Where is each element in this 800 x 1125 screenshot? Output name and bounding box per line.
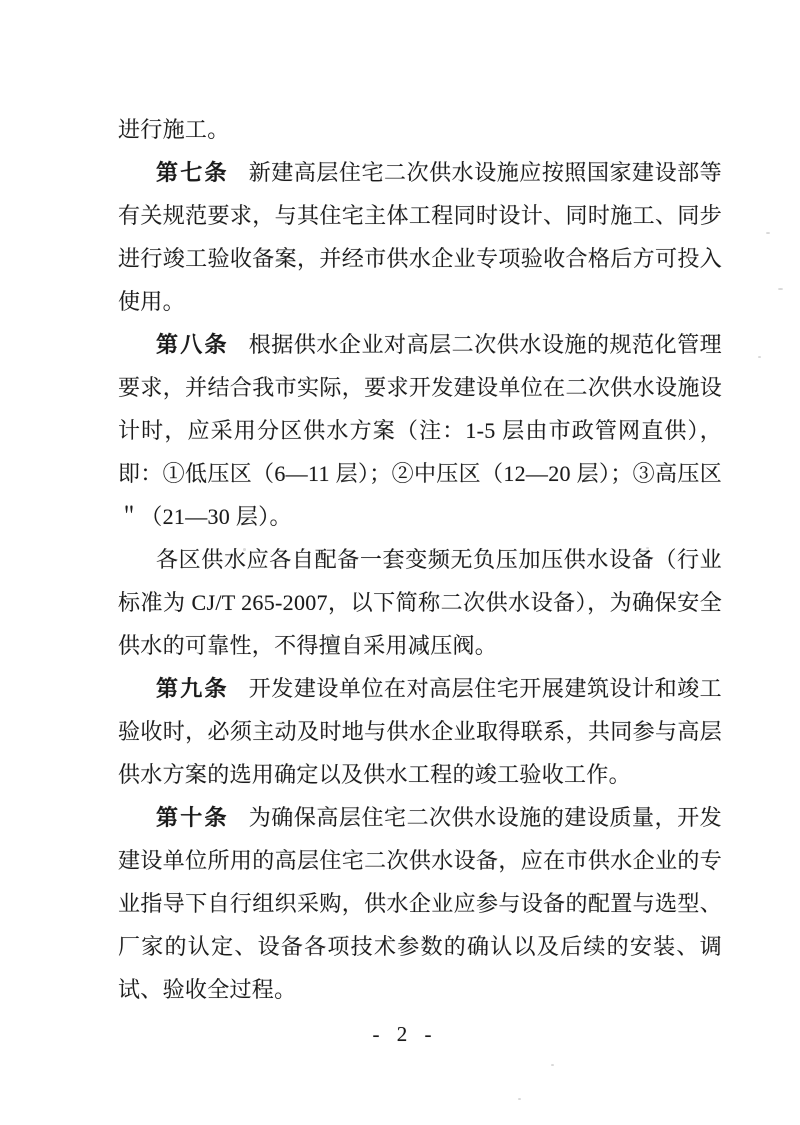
paragraph-article-10 <box>118 796 722 1011</box>
paragraph-article-7 <box>118 151 722 323</box>
paragraph-continuation <box>118 108 722 151</box>
scan-speck <box>646 547 649 549</box>
paragraph-text: 为确保高层住宅二次供水设施的建设质量，开发建设单位所用的高层住宅二次供水设备，应在市供水企业的专业指导下自行组织采购，供水企业应参与设备的配置与选型、厂家的认定、设备各项技术参数的确认以及后续的安装、调试、验收全过程。 <box>118 805 722 1002</box>
scan-speck <box>243 548 246 551</box>
scan-speck <box>518 1098 521 1100</box>
paragraph-article-8 <box>118 323 722 538</box>
paragraph-body <box>118 538 722 667</box>
paragraph-text: 新建高层住宅二次供水设施应按照国家建设部等有关规范要求，与其住宅主体工程同时设计、同时施工、同步进行竣工验收备案，并经市供水企业专项验收合格后方可投入使用。 <box>118 160 722 314</box>
paragraph-text: 根据供水企业对高层二次供水设施的规范化管理要求，并结合我市实际，要求开发建设单位在二次供水设施设计时，应采用分区供水方案（注：1-5 层由市政管网直供），即：①低压区（6—11 层）；②中压区（12—20 层）；③高压区＂（21—30 层）。 <box>118 332 722 529</box>
paragraph-text: 各区供水应各自配备一套变频无负压加压供水设备（行业标准为 CJ/T 265-2007，以下简称二次供水设备），为确保安全供水的可靠性，不得擅自采用减压阀。 <box>118 547 722 658</box>
scan-speck <box>758 356 761 358</box>
article-number: 第九条 <box>156 676 229 701</box>
scan-speck <box>766 232 770 234</box>
article-number: 第七条 <box>156 160 229 185</box>
paragraph-text: 进行施工。 <box>118 117 230 142</box>
article-number: 第十条 <box>156 805 229 830</box>
paragraph-article-9 <box>118 667 722 796</box>
page-number: - 2 - <box>372 1022 438 1046</box>
scan-speck <box>551 1064 554 1066</box>
scan-speck <box>778 288 783 290</box>
paragraph-text: 开发建设单位在对高层住宅开展建筑设计和竣工验收时，必须主动及时地与供水企业取得联系，共同参与高层供水方案的选用确定以及供水工程的竣工验收工作。 <box>118 676 722 787</box>
document-body <box>118 108 722 1011</box>
article-number: 第八条 <box>156 332 229 357</box>
